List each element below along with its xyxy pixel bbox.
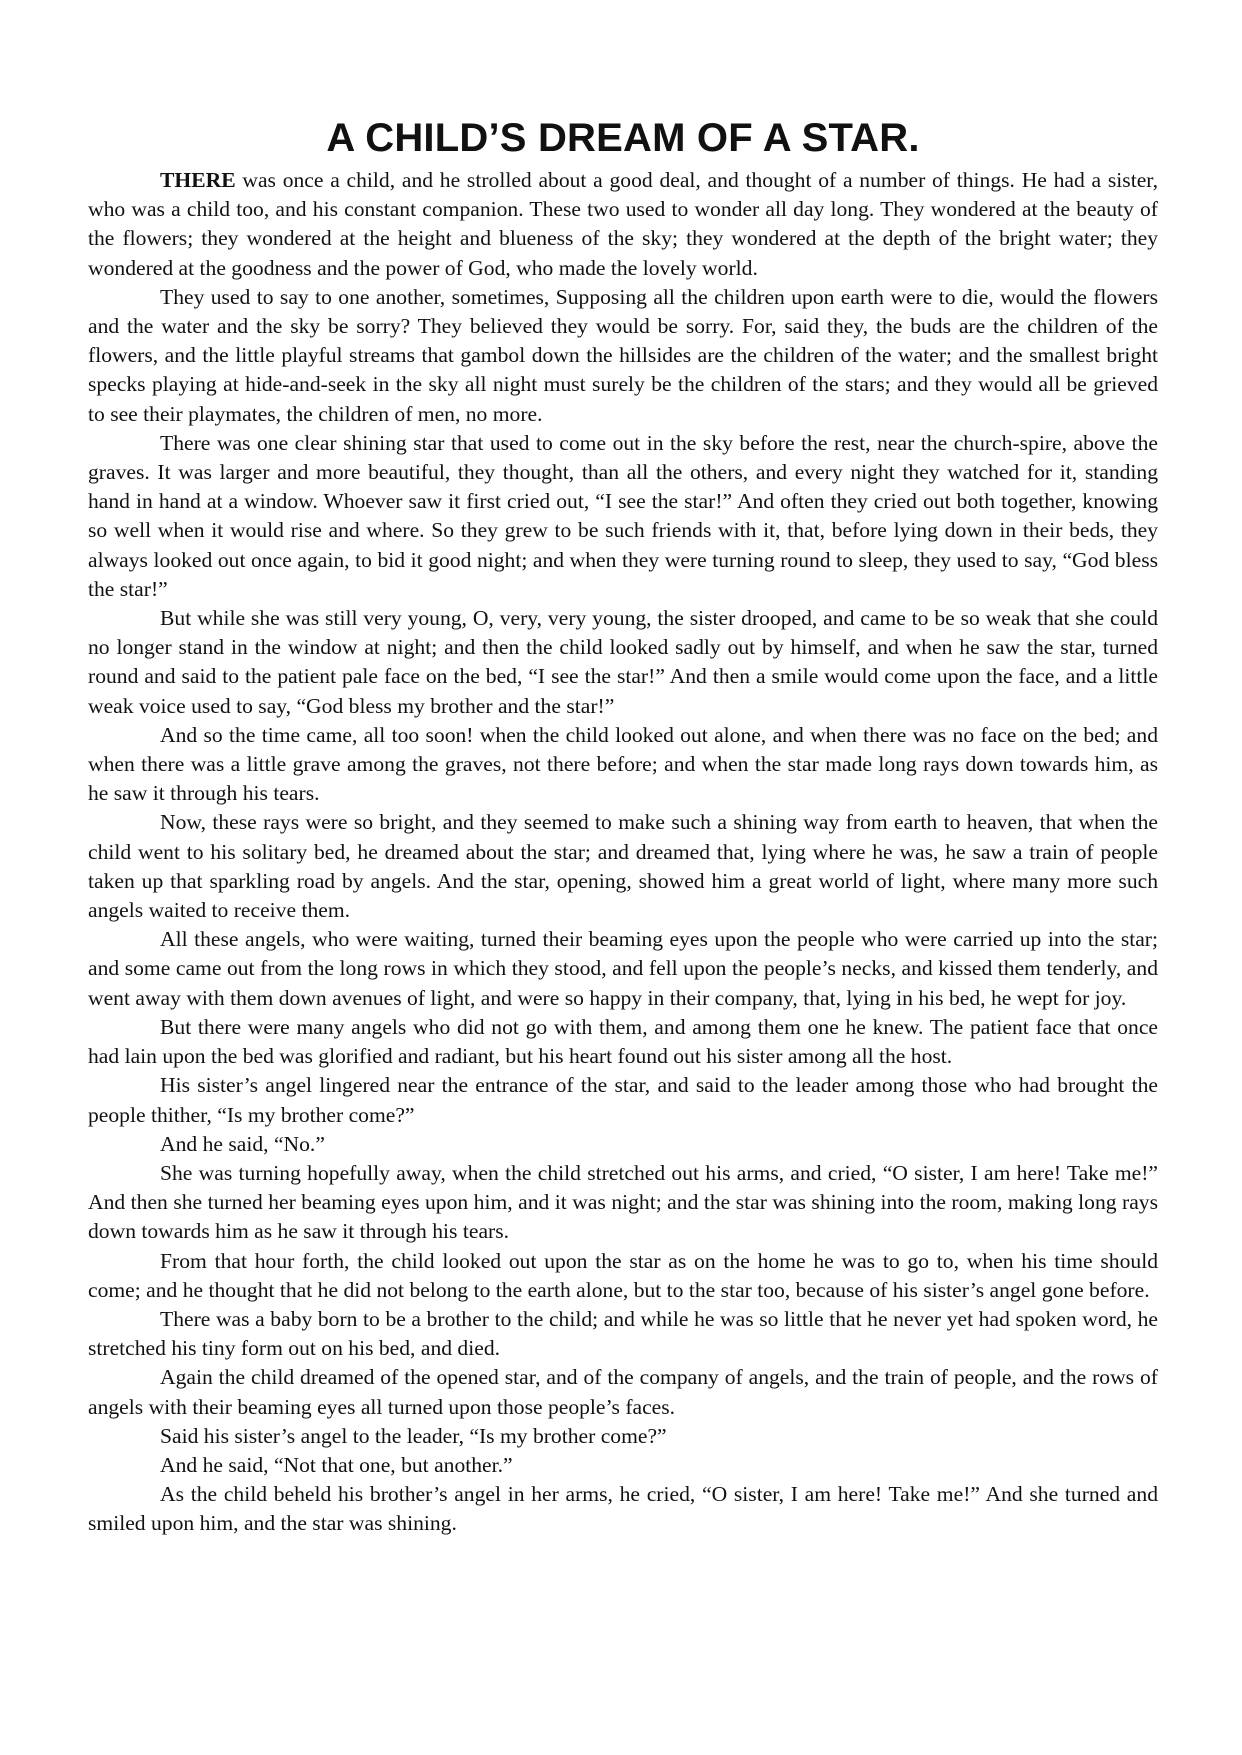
document-page	[88, 112, 1158, 1539]
paragraph-2: They used to say to one another, sometimes, Supposing all the children upon earth were to die, would the flowers and the water and the sky be sorry? They believed they would be sorry. For, said they, the buds are the children of the flowers, and the little playful streams that gambol down the hillsides are the children of the water; and the smallest bright specks playing at hide-and-seek in the sky all night must surely be the children of the stars; and they would all be grieved to see their playmates, the children of men, no more.	[88, 284, 1158, 426]
paragraph-lead-word: THERE	[160, 168, 236, 192]
paragraph-5: And so the time came, all too soon! when the child looked out alone, and when there was no face on the bed; and when there was a little grave among the graves, not there before; and when the star made long rays down towards him, as he saw it through his tears.	[88, 722, 1158, 806]
paragraph-12: From that hour forth, the child looked out upon the star as on the home he was to go to, when his time should come; and he thought that he did not belong to the earth alone, but to the star too, because of his sister’s angel gone before.	[88, 1248, 1158, 1302]
paragraph-15: Said his sister’s angel to the leader, “Is my brother come?”	[160, 1423, 667, 1448]
paragraph-1	[88, 166, 1158, 283]
paragraph-14: Again the child dreamed of the opened star, and of the company of angels, and the train of people, and the rows of angels with their beaming eyes all turned upon those people’s faces.	[88, 1365, 1158, 1419]
paragraph-7: All these angels, who were waiting, turned their beaming eyes upon the people who were carried up into the star; and some came out from the long rows in which they stood, and fell upon the people’s necks, and kissed them tenderly, and went away with them down avenues of light, and were so happy in their company, that, lying in his bed, he wept for joy.	[88, 927, 1158, 1010]
paragraph-10: And he said, “No.”	[160, 1131, 325, 1156]
paragraph-3: There was one clear shining star that used to come out in the sky before the rest, near the church-spire, above the graves. It was larger and more beautiful, they thought, than all the others, and every night they watched for it, standing hand in hand at a window. Whoever saw it first cried out, “I see the star!” And often they cried out both together, knowing so well when it would rise and where. So they grew to be such friends with it, that, before lying down in their beds, they always looked out once again, to bid it good night; and when they were turning round to sleep, they used to say, “God bless the star!”	[88, 430, 1158, 601]
paragraph-4: But while she was still very young, O, very, very young, the sister drooped, and came to be so weak that she could no longer stand in the window at night; and then the child looked sadly out by himself, and when he saw the star, turned round and said to the patient pale face on the bed, “I see the star!” And then a smile would come upon the face, and a little weak voice used to say, “God bless my brother and the star!”	[88, 606, 1158, 718]
paragraph-13: There was a baby born to be a brother to the child; and while he was so little that he never yet had spoken word, he stretched his tiny form out on his bed, and died.	[88, 1306, 1158, 1361]
paragraph-11: She was turning hopefully away, when the child stretched out his arms, and cried, “O sister, I am here! Take me!” And then she turned her beaming eyes upon him, and it was night; and the star was shining into the room, making long rays down towards him as he saw it through his tears.	[88, 1160, 1158, 1244]
paragraph-17: As the child beheld his brother’s angel in her arms, he cried, “O sister, I am here! Take me!” And she turned and smiled upon him, and the star was shining.	[88, 1482, 1158, 1536]
paragraph-8: But there were many angels who did not go with them, and among them one he knew. The patient face that once had lain upon the bed was glorified and radiant, but his heart found out his sister among all the host.	[88, 1014, 1158, 1069]
paragraph-6: Now, these rays were so bright, and they seemed to make such a shining way from earth to heaven, that when the child went to his solitary bed, he dreamed about the star; and dreamed that, lying where he was, he saw a train of people taken up that sparkling road by angels. And the star, opening, showed him a great world of light, where many more such angels waited to receive them.	[88, 810, 1158, 923]
paragraph-16: And he said, “Not that one, but another.”	[160, 1452, 513, 1477]
document-title: A CHILD’S DREAM OF A STAR.	[326, 116, 920, 160]
paragraph-1-text: was once a child, and he strolled about a good deal, and thought of a number of things. He had a sister, who was a child too, and his constant companion. These two used to wonder all day long. They wondered at the beauty of the flowers; they wondered at the height and blueness of the sky; they wondered at the depth of the bright water; they wondered at the goodness and the power of God, who made the lovely world.	[88, 168, 1158, 280]
paragraph-9: His sister’s angel lingered near the entrance of the star, and said to the leader among those who had brought the people thither, “Is my brother come?”	[88, 1073, 1158, 1127]
